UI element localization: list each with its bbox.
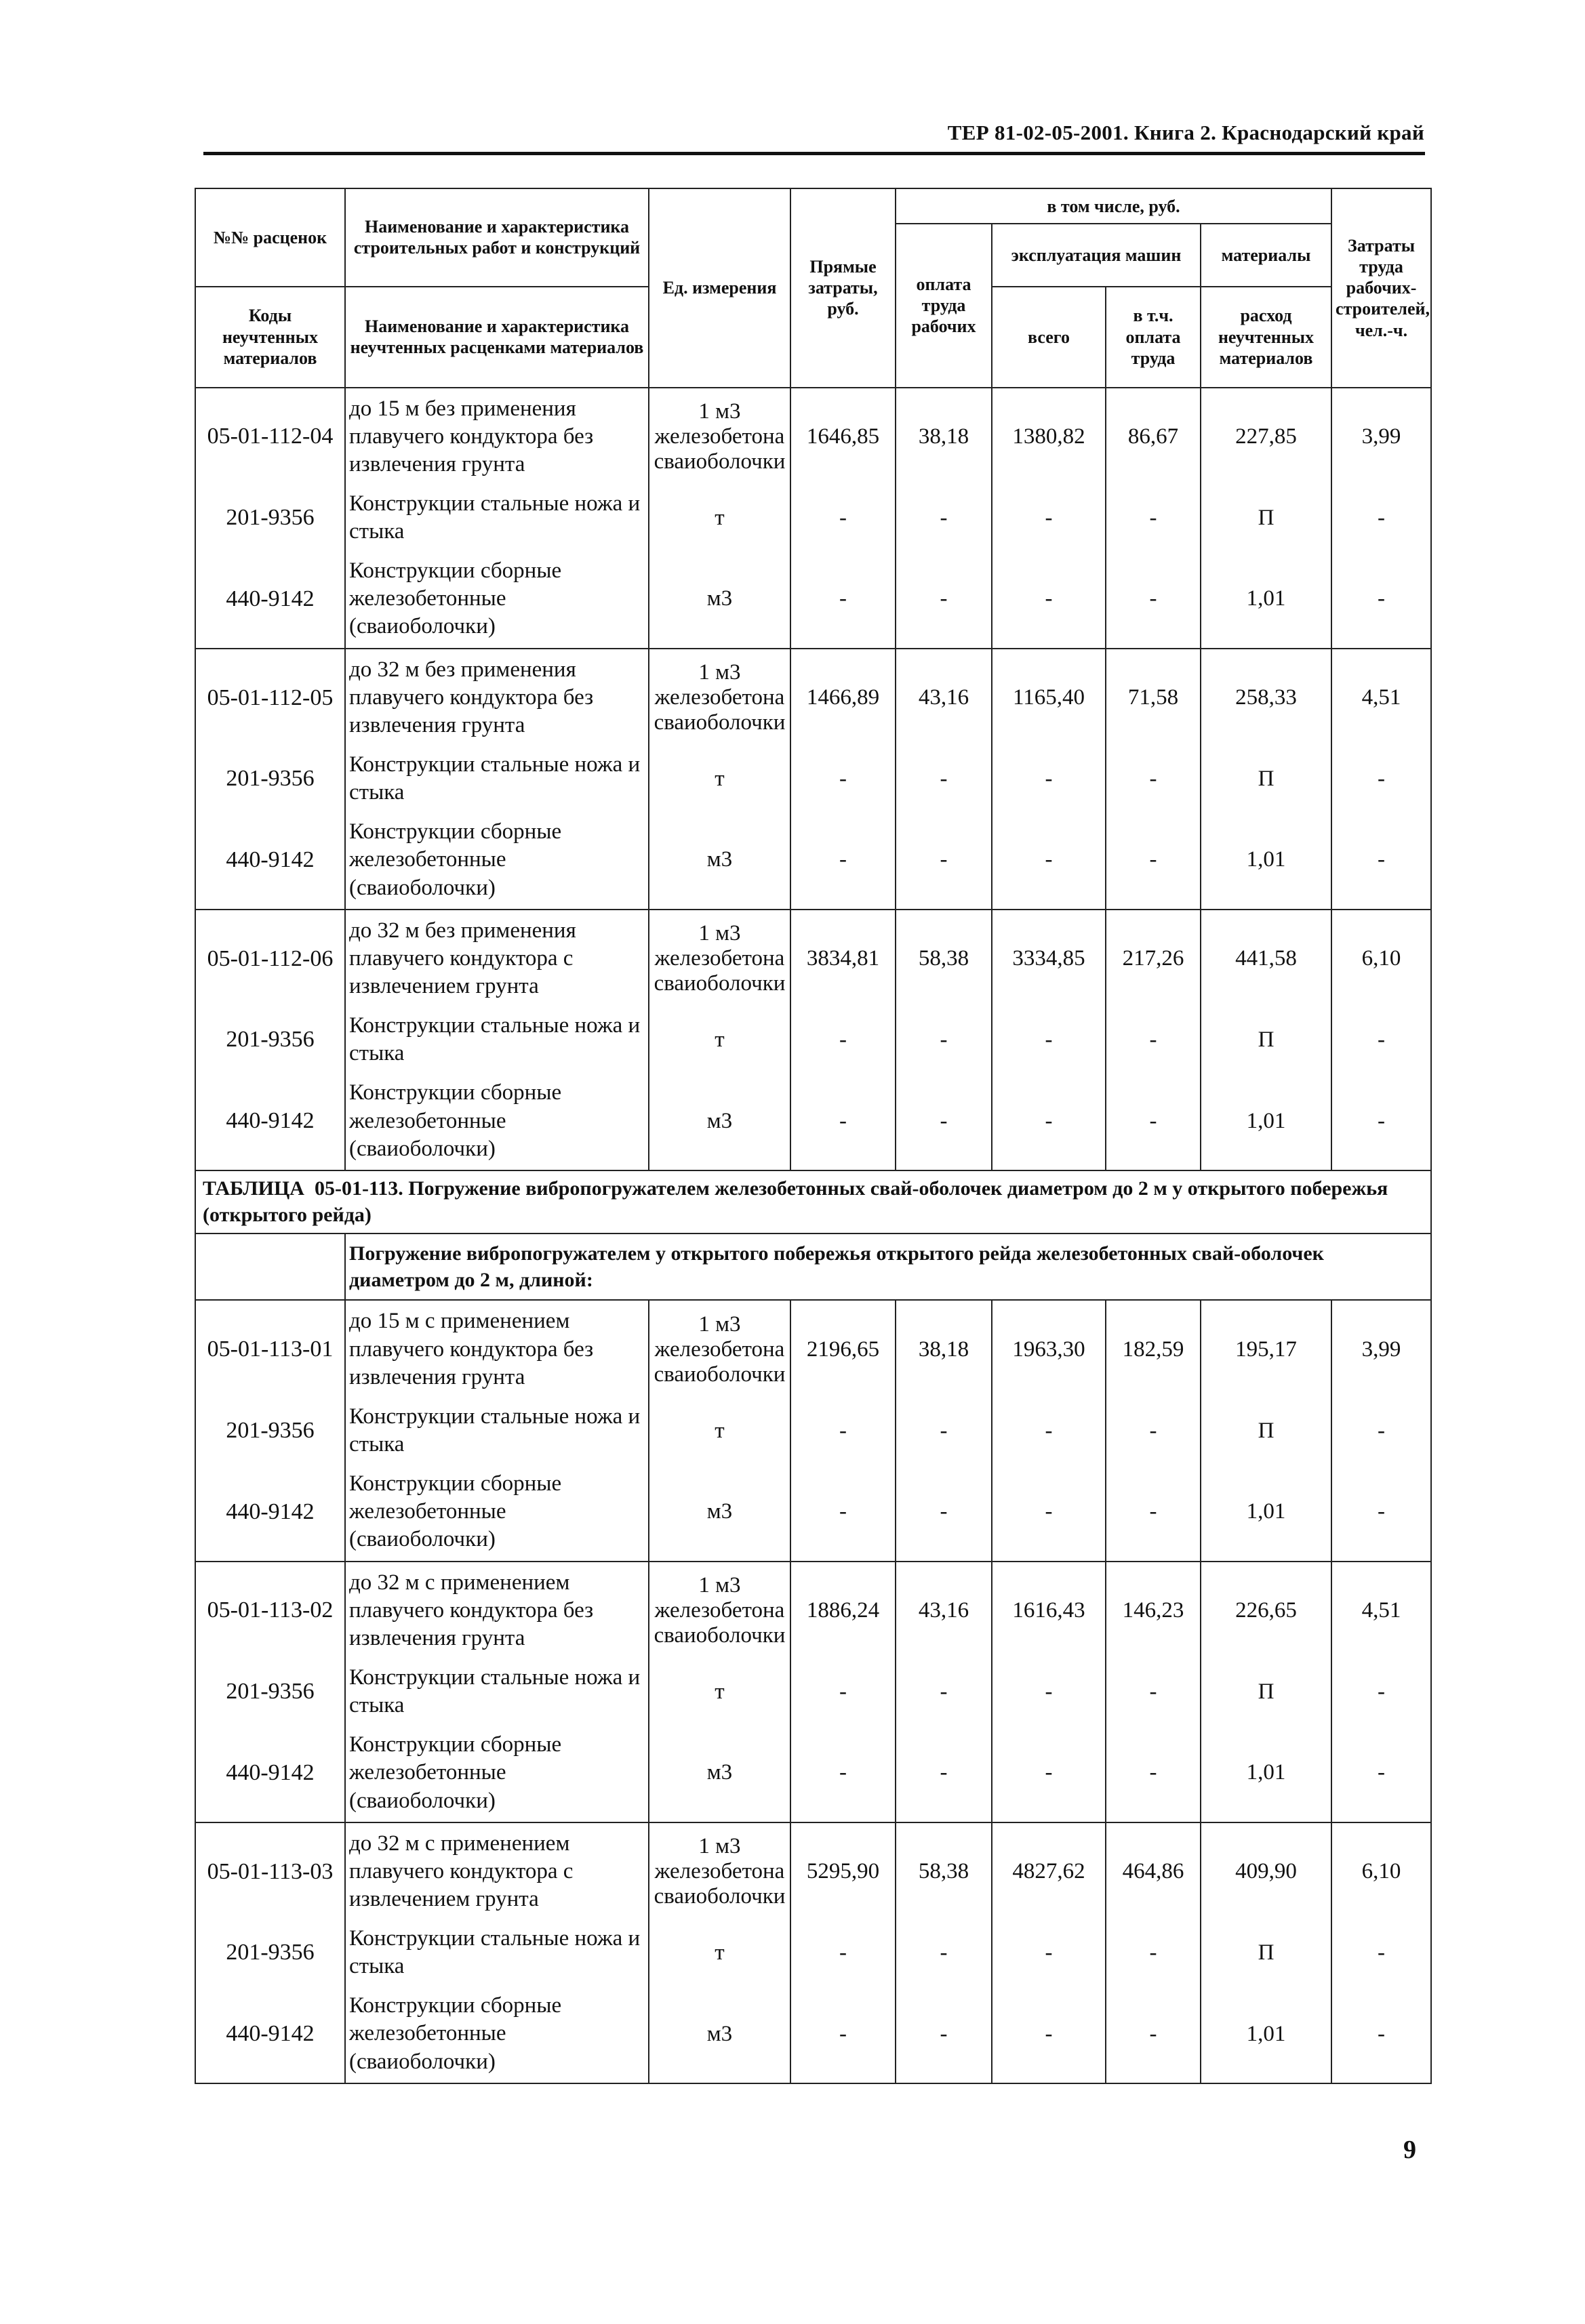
material-labor-pay: - [896, 811, 992, 910]
material-unit: т [649, 1659, 790, 1724]
material-labor: - [1331, 1985, 1431, 2083]
rate-code: 05-01-112-04 [195, 388, 345, 486]
material-machine-pay: - [1106, 746, 1201, 811]
rates-table [195, 188, 1432, 2084]
material-materials: 1,01 [1201, 550, 1331, 649]
material-machine-pay: - [1106, 1920, 1201, 1985]
material-direct: - [790, 1724, 896, 1822]
material-direct: - [790, 1920, 896, 1985]
rate-direct: 5295,90 [790, 1822, 896, 1921]
material-code: 201-9356 [195, 1659, 345, 1724]
rate-code: 05-01-112-06 [195, 910, 345, 1008]
rate-name: до 32 м без применения плавучего кондуктора без извлечения грунта [345, 649, 649, 747]
table-caption-row [195, 1170, 1431, 1234]
material-labor-pay: - [896, 1008, 992, 1073]
material-name: Конструкции сборные железобетонные (сваиоболочки) [345, 1072, 649, 1170]
material-direct: - [790, 1398, 896, 1463]
material-direct: - [790, 485, 896, 550]
rate-unit: 1 м3 железобетона сваиоболочки [649, 1300, 790, 1398]
material-machine: - [992, 1008, 1106, 1073]
material-code: 440-9142 [195, 1072, 345, 1170]
material-unit: т [649, 746, 790, 811]
col-header-machine: эксплуатация машин [992, 224, 1201, 287]
material-machine: - [992, 1072, 1106, 1170]
material-materials: П [1201, 1659, 1331, 1724]
material-code: 440-9142 [195, 1463, 345, 1562]
rate-materials: 441,58 [1201, 910, 1331, 1008]
rate-direct: 1646,85 [790, 388, 896, 486]
material-labor-pay: - [896, 1724, 992, 1822]
material-machine-pay: - [1106, 1985, 1201, 2083]
col-header-machine-pay: в т.ч. оплата труда [1106, 287, 1201, 388]
material-unit: т [649, 1920, 790, 1985]
material-labor: - [1331, 746, 1431, 811]
col-header-machine-total: всего [992, 287, 1106, 388]
rate-labor-pay: 38,18 [896, 388, 992, 486]
material-row [195, 1463, 1431, 1562]
material-name: Конструкции сборные железобетонные (сваиоболочки) [345, 1985, 649, 2083]
material-machine-pay: - [1106, 1463, 1201, 1562]
col-header-code: №№ расценок [195, 188, 345, 287]
material-row [195, 746, 1431, 811]
col-header-materials: материалы [1201, 224, 1331, 287]
material-machine-pay: - [1106, 550, 1201, 649]
material-labor-pay: - [896, 746, 992, 811]
material-labor-pay: - [896, 1659, 992, 1724]
rate-labor-pay: 38,18 [896, 1300, 992, 1398]
header-rule [203, 152, 1425, 155]
material-name: Конструкции сборные железобетонные (сваиоболочки) [345, 811, 649, 910]
rate-name: до 32 м с применением плавучего кондуктора с извлечением грунта [345, 1822, 649, 1921]
material-labor-pay: - [896, 550, 992, 649]
material-name: Конструкции стальные ножа и стыка [345, 1659, 649, 1724]
material-machine-pay: - [1106, 1398, 1201, 1463]
material-direct: - [790, 811, 896, 910]
material-direct: - [790, 1072, 896, 1170]
col-header-name2: Наименование и характеристика неучтенных расценками материалов [345, 287, 649, 388]
table-body-112 [195, 388, 1431, 1171]
rate-labor-pay: 43,16 [896, 649, 992, 747]
rate-machine-pay: 86,67 [1106, 388, 1201, 486]
material-labor: - [1331, 1724, 1431, 1822]
material-name: Конструкции стальные ножа и стыка [345, 1920, 649, 1985]
material-materials: 1,01 [1201, 1072, 1331, 1170]
material-unit: м3 [649, 550, 790, 649]
table-label: ТАБЛИЦА [203, 1177, 304, 1200]
col-header-labor-pay: оплата труда рабочих [896, 224, 992, 387]
table-caption [195, 1170, 1431, 1234]
material-materials: 1,01 [1201, 811, 1331, 910]
rate-labor: 4,51 [1331, 649, 1431, 747]
material-materials: 1,01 [1201, 1985, 1331, 2083]
material-materials: П [1201, 746, 1331, 811]
material-labor-pay: - [896, 1463, 992, 1562]
material-machine: - [992, 1920, 1106, 1985]
rate-labor-pay: 58,38 [896, 910, 992, 1008]
material-row [195, 1724, 1431, 1822]
material-row [195, 1985, 1431, 2083]
rate-row [195, 910, 1431, 1008]
table-subcaption-row [195, 1234, 1431, 1301]
material-materials: 1,01 [1201, 1463, 1331, 1562]
page-number: 9 [1403, 2136, 1416, 2164]
material-labor: - [1331, 550, 1431, 649]
material-machine-pay: - [1106, 1659, 1201, 1724]
material-materials: П [1201, 1398, 1331, 1463]
material-row [195, 1008, 1431, 1073]
material-machine: - [992, 1659, 1106, 1724]
table-caption-text: 05-01-113. Погружение вибропогружателем железобетонных свай-оболочек диаметром до 2 м у открытого побережья (открытого рейда) [203, 1177, 1388, 1227]
material-direct: - [790, 746, 896, 811]
rate-labor: 3,99 [1331, 388, 1431, 486]
material-labor: - [1331, 1398, 1431, 1463]
material-machine: - [992, 485, 1106, 550]
subcaption-empty [195, 1234, 345, 1301]
material-unit: м3 [649, 1072, 790, 1170]
material-machine-pay: - [1106, 485, 1201, 550]
material-machine: - [992, 746, 1106, 811]
material-row [195, 1920, 1431, 1985]
material-labor: - [1331, 485, 1431, 550]
material-labor: - [1331, 1659, 1431, 1724]
rate-machine: 1380,82 [992, 388, 1106, 486]
rate-materials: 226,65 [1201, 1562, 1331, 1660]
rate-labor-pay: 43,16 [896, 1562, 992, 1660]
rate-machine: 4827,62 [992, 1822, 1106, 1921]
col-header-direct: Прямые затраты, руб. [790, 188, 896, 388]
rate-direct: 3834,81 [790, 910, 896, 1008]
rate-unit: 1 м3 железобетона сваиоболочки [649, 910, 790, 1008]
material-direct: - [790, 1659, 896, 1724]
rate-machine: 1165,40 [992, 649, 1106, 747]
material-code: 201-9356 [195, 1008, 345, 1073]
col-header-unit: Ед. измерения [649, 188, 790, 388]
rate-code: 05-01-112-05 [195, 649, 345, 747]
rate-name: до 32 м без применения плавучего кондуктора с извлечением грунта [345, 910, 649, 1008]
material-direct: - [790, 1463, 896, 1562]
rate-unit: 1 м3 железобетона сваиоболочки [649, 1562, 790, 1660]
material-name: Конструкции сборные железобетонные (сваиоболочки) [345, 550, 649, 649]
rate-machine: 1963,30 [992, 1300, 1106, 1398]
material-labor-pay: - [896, 1985, 992, 2083]
rate-labor: 6,10 [1331, 910, 1431, 1008]
rate-machine: 1616,43 [992, 1562, 1106, 1660]
material-unit: м3 [649, 1724, 790, 1822]
material-row [195, 811, 1431, 910]
material-row [195, 550, 1431, 649]
rate-machine: 3334,85 [992, 910, 1106, 1008]
material-machine: - [992, 1398, 1106, 1463]
material-machine-pay: - [1106, 1072, 1201, 1170]
material-name: Конструкции стальные ножа и стыка [345, 746, 649, 811]
material-name: Конструкции стальные ножа и стыка [345, 1398, 649, 1463]
rate-direct: 1886,24 [790, 1562, 896, 1660]
material-materials: П [1201, 1920, 1331, 1985]
running-header: ТЕР 81-02-05-2001. Книга 2. Краснодарский край [947, 121, 1424, 144]
rate-machine-pay: 71,58 [1106, 649, 1201, 747]
material-code: 201-9356 [195, 1398, 345, 1463]
material-code: 440-9142 [195, 1724, 345, 1822]
material-code: 201-9356 [195, 746, 345, 811]
rate-code: 05-01-113-01 [195, 1300, 345, 1398]
table-body-113 [195, 1300, 1431, 2083]
material-unit: м3 [649, 1985, 790, 2083]
rate-name: до 15 м с применением плавучего кондуктора без извлечения грунта [345, 1300, 649, 1398]
material-machine-pay: - [1106, 1724, 1201, 1822]
material-name: Конструкции сборные железобетонные (сваиоболочки) [345, 1463, 649, 1562]
rate-code: 05-01-113-02 [195, 1562, 345, 1660]
material-direct: - [790, 1008, 896, 1073]
col-header-materials-sub: расход неучтенных материалов [1201, 287, 1331, 388]
material-labor-pay: - [896, 1920, 992, 1985]
rate-name: до 15 м без применения плавучего кондуктора без извлечения грунта [345, 388, 649, 486]
col-header-name: Наименование и характеристика строительных работ и конструкций [345, 188, 649, 287]
rate-row [195, 649, 1431, 747]
rate-labor: 6,10 [1331, 1822, 1431, 1921]
material-code: 440-9142 [195, 1985, 345, 2083]
material-row [195, 1072, 1431, 1170]
rate-row [195, 1822, 1431, 1921]
material-unit: м3 [649, 1463, 790, 1562]
material-materials: 1,01 [1201, 1724, 1331, 1822]
rate-row [195, 1300, 1431, 1398]
material-machine: - [992, 1724, 1106, 1822]
material-name: Конструкции сборные железобетонные (сваиоболочки) [345, 1724, 649, 1822]
material-code: 201-9356 [195, 1920, 345, 1985]
rate-unit: 1 м3 железобетона сваиоболочки [649, 1822, 790, 1921]
material-unit: т [649, 485, 790, 550]
rate-direct: 2196,65 [790, 1300, 896, 1398]
material-labor-pay: - [896, 485, 992, 550]
material-labor: - [1331, 1463, 1431, 1562]
rate-labor: 3,99 [1331, 1300, 1431, 1398]
rate-direct: 1466,89 [790, 649, 896, 747]
rate-code: 05-01-113-03 [195, 1822, 345, 1921]
material-unit: м3 [649, 811, 790, 910]
material-labor: - [1331, 1008, 1431, 1073]
material-row [195, 1659, 1431, 1724]
material-name: Конструкции стальные ножа и стыка [345, 485, 649, 550]
rate-machine-pay: 217,26 [1106, 910, 1201, 1008]
material-machine: - [992, 550, 1106, 649]
rate-row [195, 388, 1431, 486]
material-unit: т [649, 1398, 790, 1463]
col-header-code2: Коды неучтенных материалов [195, 287, 345, 388]
material-code: 201-9356 [195, 485, 345, 550]
col-header-incl: в том числе, руб. [896, 188, 1331, 224]
material-labor: - [1331, 1920, 1431, 1985]
material-labor-pay: - [896, 1072, 992, 1170]
material-code: 440-9142 [195, 811, 345, 910]
material-labor-pay: - [896, 1398, 992, 1463]
material-row [195, 1398, 1431, 1463]
rate-materials: 258,33 [1201, 649, 1331, 747]
material-name: Конструкции стальные ножа и стыка [345, 1008, 649, 1073]
rate-materials: 227,85 [1201, 388, 1331, 486]
material-machine-pay: - [1106, 1008, 1201, 1073]
rate-materials: 409,90 [1201, 1822, 1331, 1921]
table-subcaption: Погружение вибропогружателем у открытого побережья открытого рейда железобетонных свай-оболочек диаметром до 2 м, длиной: [345, 1234, 1431, 1301]
material-labor: - [1331, 1072, 1431, 1170]
material-code: 440-9142 [195, 550, 345, 649]
material-machine-pay: - [1106, 811, 1201, 910]
material-materials: П [1201, 485, 1331, 550]
material-machine: - [992, 811, 1106, 910]
rate-machine-pay: 182,59 [1106, 1300, 1201, 1398]
col-header-labor: Затраты труда рабочих-строителей, чел.-ч. [1331, 188, 1431, 388]
material-direct: - [790, 1985, 896, 2083]
rate-labor-pay: 58,38 [896, 1822, 992, 1921]
rate-machine-pay: 464,86 [1106, 1822, 1201, 1921]
rate-machine-pay: 146,23 [1106, 1562, 1201, 1660]
rate-materials: 195,17 [1201, 1300, 1331, 1398]
material-materials: П [1201, 1008, 1331, 1073]
material-direct: - [790, 550, 896, 649]
rate-labor: 4,51 [1331, 1562, 1431, 1660]
material-machine: - [992, 1985, 1106, 2083]
rate-unit: 1 м3 железобетона сваиоболочки [649, 388, 790, 486]
rate-name: до 32 м с применением плавучего кондуктора без извлечения грунта [345, 1562, 649, 1660]
material-labor: - [1331, 811, 1431, 910]
material-row [195, 485, 1431, 550]
material-machine: - [992, 1463, 1106, 1562]
header-row-1 [195, 188, 1431, 224]
material-unit: т [649, 1008, 790, 1073]
rate-row [195, 1562, 1431, 1660]
rate-unit: 1 м3 железобетона сваиоболочки [649, 649, 790, 747]
